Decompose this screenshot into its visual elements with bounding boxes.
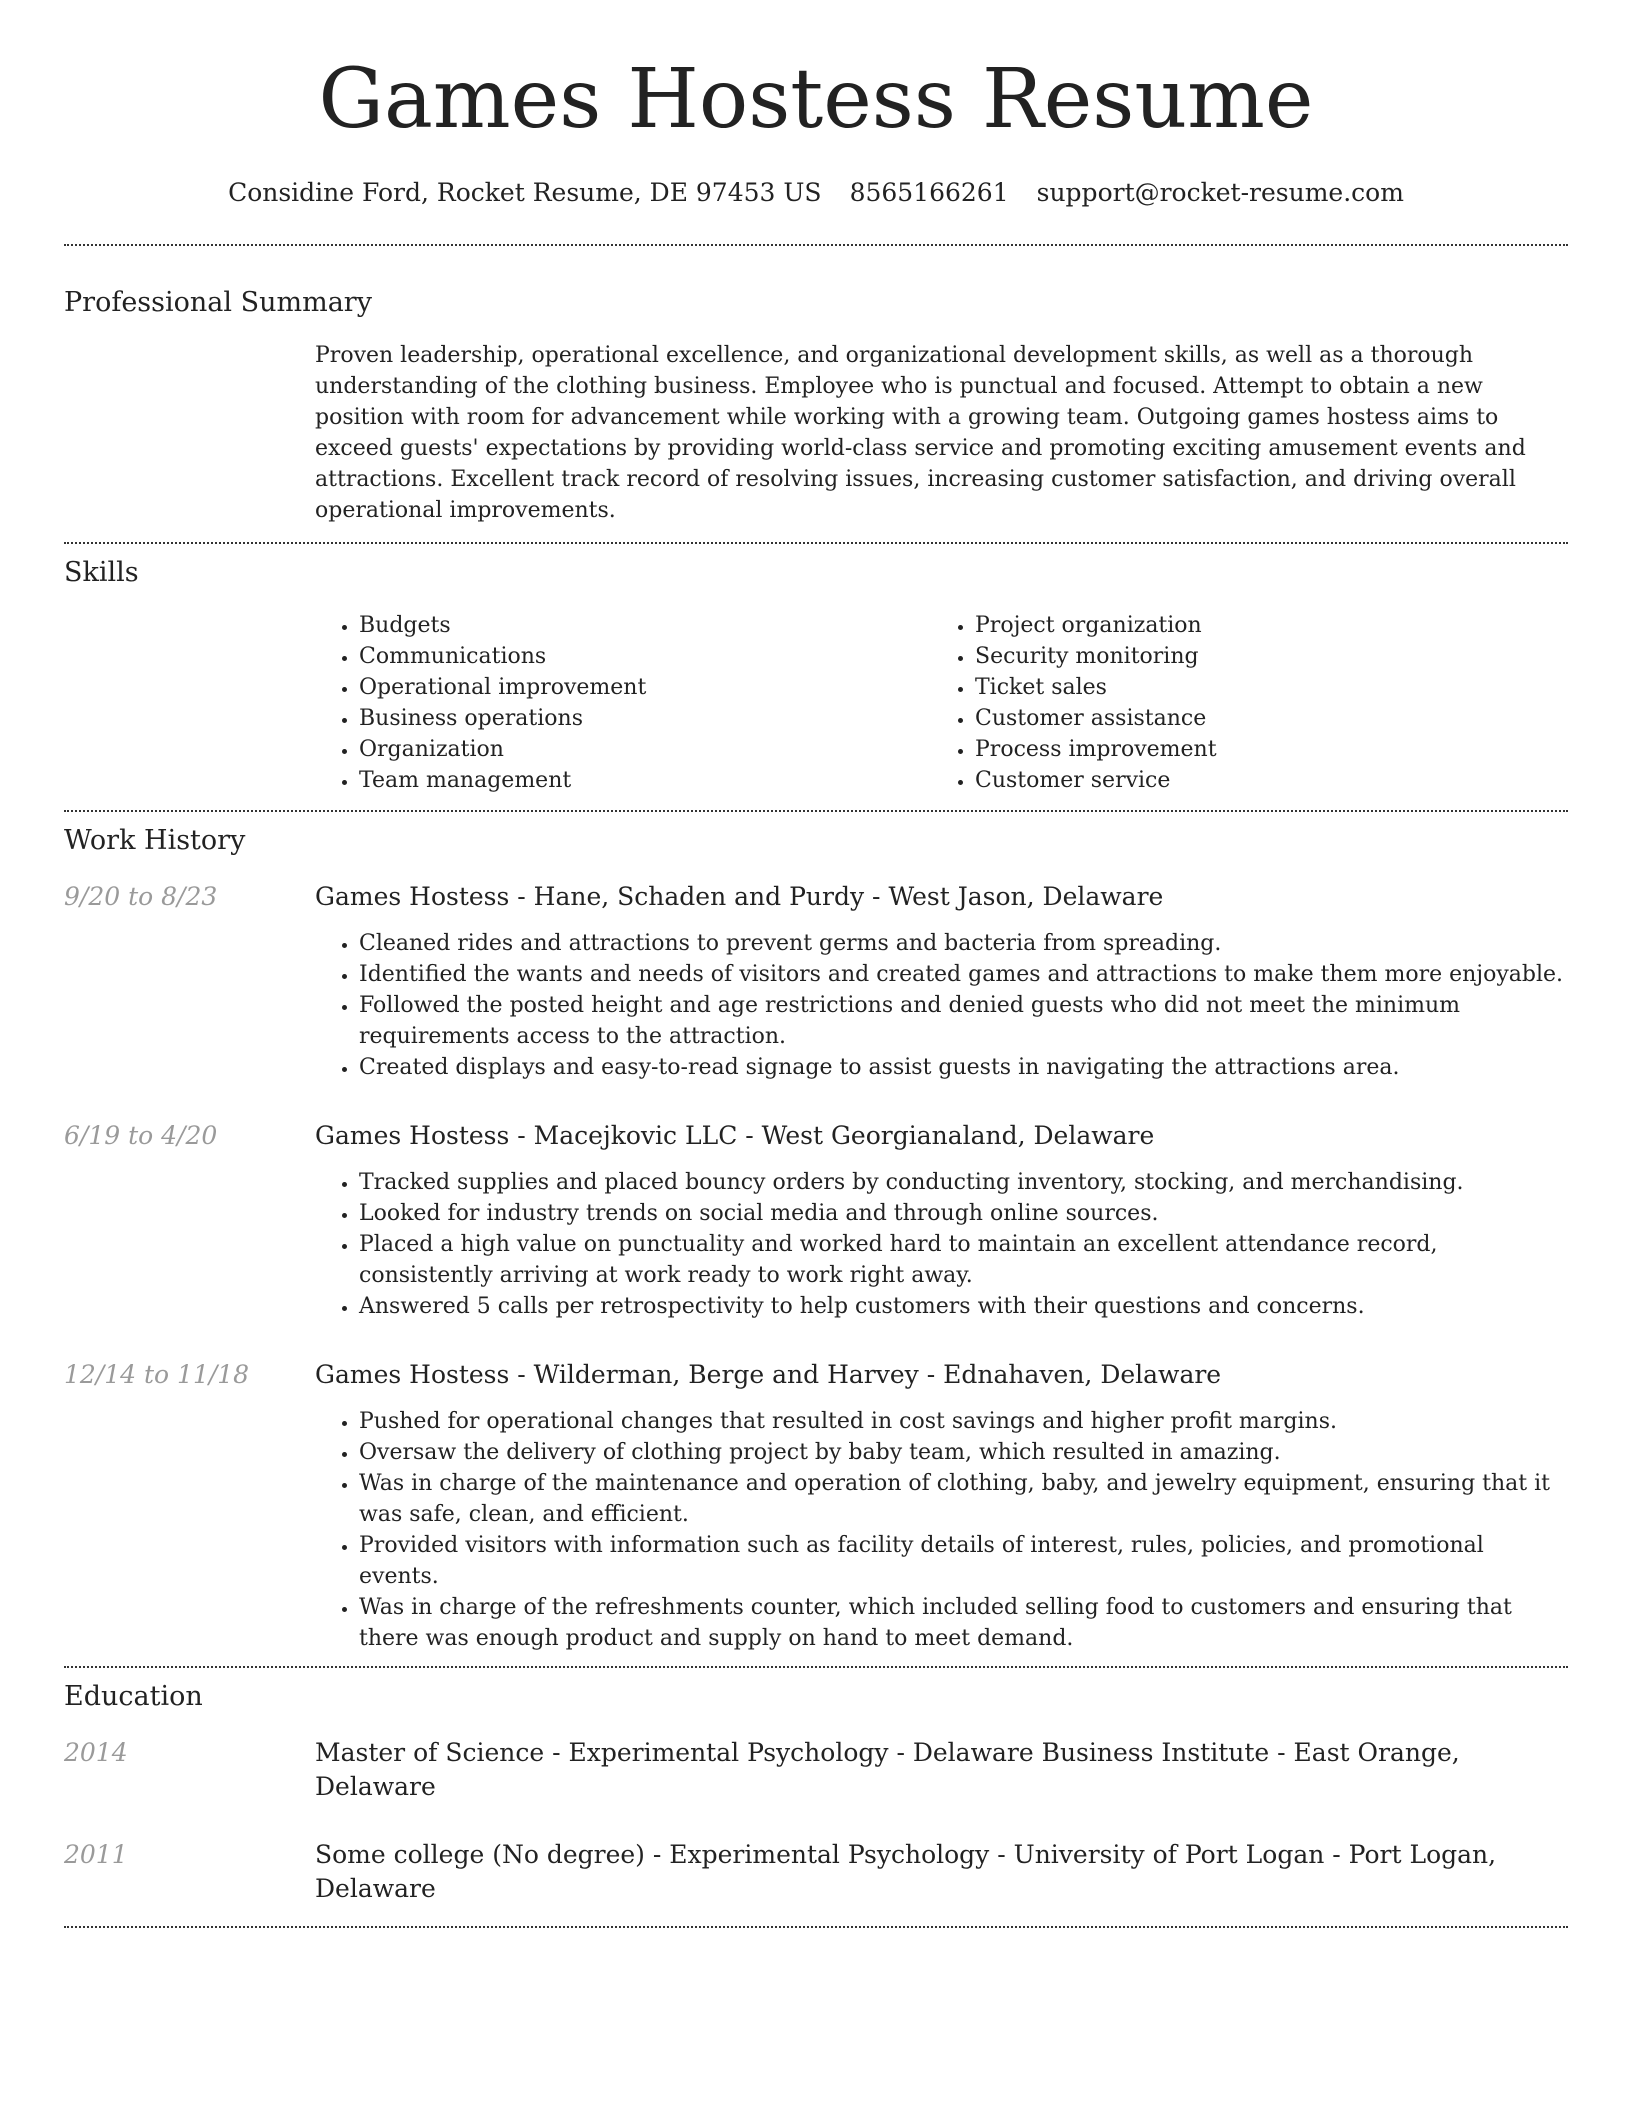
job-entry bbox=[64, 1358, 1568, 1654]
education-entry bbox=[64, 1838, 1568, 1906]
skill-item: • Organization bbox=[359, 734, 931, 765]
job-entry bbox=[64, 1119, 1568, 1322]
skill-item: • Communications bbox=[359, 641, 931, 672]
education-date: 2011 bbox=[64, 1840, 128, 1869]
resume-title: Games Hostess Resume bbox=[318, 52, 1314, 147]
skill-item: • Security monitoring bbox=[975, 641, 1547, 672]
job-bullet: • Placed a high value on punctuality and worked hard to maintain an excellent attendance record, consistently arriving at work ready to work right away. bbox=[359, 1229, 1568, 1291]
divider bbox=[64, 542, 1568, 544]
job-bullet: • Tracked supplies and placed bouncy orders by conducting inventory, stocking, and merchandising. bbox=[359, 1167, 1568, 1198]
skill-item: • Customer assistance bbox=[975, 703, 1547, 734]
skills-heading: Skills bbox=[64, 557, 139, 588]
contact-line bbox=[64, 176, 1568, 210]
skill-item: • Budgets bbox=[359, 610, 931, 641]
skill-item: • Business operations bbox=[359, 703, 931, 734]
work-history-section bbox=[64, 824, 1568, 1654]
skill-item: • Project organization bbox=[975, 610, 1547, 641]
job-heading: Games Hostess - Macejkovic LLC - West Georgianaland, Delaware bbox=[315, 1121, 1155, 1150]
job-bullet: • Looked for industry trends on social media and through online sources. bbox=[359, 1198, 1568, 1229]
job-bullet: • Created displays and easy-to-read signage to assist guests in navigating the attractions area. bbox=[359, 1052, 1568, 1083]
job-bullet: • Identified the wants and needs of visitors and created games and attractions to make them more enjoyable. bbox=[359, 959, 1568, 990]
education-heading: Education bbox=[64, 1681, 203, 1712]
summary-heading: Professional Summary bbox=[64, 287, 372, 318]
job-bullet: • Provided visitors with information such as facility details of interest, rules, policies, and promotional events. bbox=[359, 1530, 1568, 1592]
skills-column-right bbox=[931, 610, 1547, 796]
job-bullets bbox=[315, 1406, 1568, 1654]
contact-address: Considine Ford, Rocket Resume, DE 97453 US bbox=[228, 178, 822, 207]
job-heading: Games Hostess - Wilderman, Berge and Harvey - Ednahaven, Delaware bbox=[315, 1360, 1222, 1389]
education-section bbox=[64, 1680, 1568, 1906]
job-date: 6/19 to 4/20 bbox=[64, 1121, 218, 1150]
skill-item: • Customer service bbox=[975, 765, 1547, 796]
education-date: 2014 bbox=[64, 1738, 128, 1767]
skills-section bbox=[64, 556, 1568, 796]
work-history-heading: Work History bbox=[64, 825, 246, 856]
job-bullet: • Pushed for operational changes that resulted in cost savings and higher profit margins. bbox=[359, 1406, 1568, 1437]
divider bbox=[64, 244, 1568, 246]
job-bullet: • Answered 5 calls per retrospectivity to help customers with their questions and concerns. bbox=[359, 1291, 1568, 1322]
job-bullet: • Was in charge of the refreshments counter, which included selling food to customers and ensuring that there was enough product and supply on hand to meet demand. bbox=[359, 1592, 1568, 1654]
skill-item: • Process improvement bbox=[975, 734, 1547, 765]
job-bullet: • Was in charge of the maintenance and operation of clothing, baby, and jewelry equipment, ensuring that it was safe, clean, and efficient. bbox=[359, 1468, 1568, 1530]
job-bullet: • Cleaned rides and attractions to prevent germs and bacteria from spreading. bbox=[359, 928, 1568, 959]
skill-item: • Team management bbox=[359, 765, 931, 796]
job-bullet: • Oversaw the delivery of clothing project by baby team, which resulted in amazing. bbox=[359, 1437, 1568, 1468]
summary-section bbox=[64, 286, 1568, 526]
job-date: 9/20 to 8/23 bbox=[64, 882, 218, 911]
skill-item: • Operational improvement bbox=[359, 672, 931, 703]
divider bbox=[64, 1666, 1568, 1668]
job-bullets bbox=[315, 1167, 1568, 1322]
divider bbox=[64, 810, 1568, 812]
education-heading-text: Master of Science - Experimental Psychology - Delaware Business Institute - East Orange, Delaware bbox=[315, 1738, 1460, 1801]
education-heading-text: Some college (No degree) - Experimental Psychology - University of Port Logan - Port Logan, Delaware bbox=[315, 1840, 1497, 1903]
divider bbox=[64, 1926, 1568, 1928]
summary-text: Proven leadership, operational excellence, and organizational development skills, as well as a thorough understanding of the clothing business. Employee who is punctual and focused. Attempt to obtain a new position with room for advancement while working with a growing team. Outgoing games hostess aims to exceed guests' expectations by providing world-class service and promoting exciting amusement events and attractions. Excellent track record of resolving issues, increasing customer satisfaction, and driving overall operational improvements. bbox=[315, 343, 1526, 523]
contact-phone: 8565166261 bbox=[849, 178, 1009, 207]
contact-email: support@rocket-resume.com bbox=[1036, 178, 1404, 207]
skill-item: • Ticket sales bbox=[975, 672, 1547, 703]
skills-column-left bbox=[315, 610, 931, 796]
education-entry bbox=[64, 1736, 1568, 1804]
job-bullets bbox=[315, 928, 1568, 1083]
skills-columns bbox=[315, 610, 1568, 796]
job-bullet: • Followed the posted height and age restrictions and denied guests who did not meet the minimum requirements access to the attraction. bbox=[359, 990, 1568, 1052]
job-date: 12/14 to 11/18 bbox=[64, 1360, 250, 1389]
job-entry bbox=[64, 880, 1568, 1083]
job-heading: Games Hostess - Hane, Schaden and Purdy - West Jason, Delaware bbox=[315, 882, 1164, 911]
